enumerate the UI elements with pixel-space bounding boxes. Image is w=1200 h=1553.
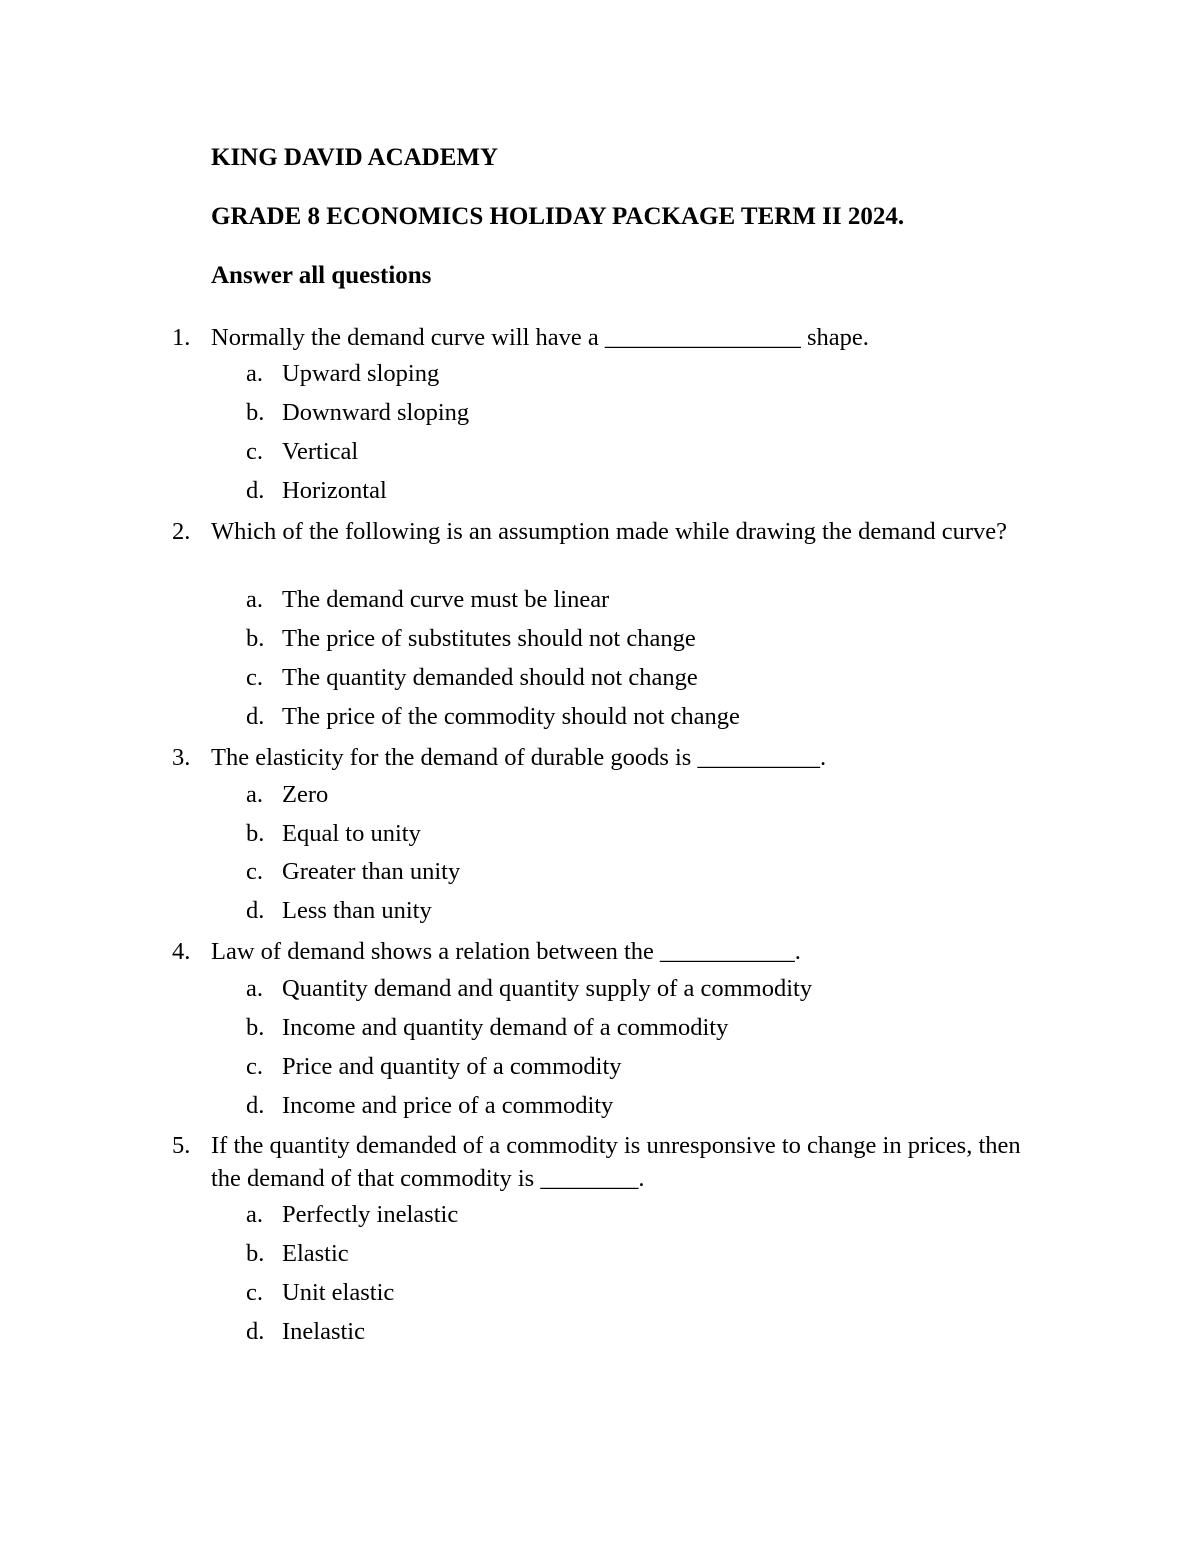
- school-name: KING DAVID ACADEMY: [211, 144, 499, 171]
- option-letter: b.: [246, 820, 265, 847]
- option-letter: c.: [246, 858, 263, 885]
- option-letter: b.: [246, 1014, 265, 1041]
- option-letter: c.: [246, 438, 263, 465]
- option-text: Downward sloping: [282, 399, 470, 426]
- option-text: The demand curve must be linear: [282, 586, 610, 613]
- option-text: Upward sloping: [282, 360, 440, 387]
- option-text: Vertical: [282, 438, 359, 465]
- question-number: 1.: [172, 324, 191, 351]
- option-letter: d.: [246, 897, 265, 924]
- option-letter: a.: [246, 360, 263, 387]
- option-text: Inelastic: [282, 1318, 365, 1345]
- option-letter: c.: [246, 1053, 263, 1080]
- option-text: Perfectly inelastic: [282, 1201, 459, 1228]
- document-title: GRADE 8 ECONOMICS HOLIDAY PACKAGE TERM II 2024.: [211, 203, 905, 230]
- option-letter: d.: [246, 1092, 265, 1119]
- option-text: The quantity demanded should not change: [282, 664, 698, 691]
- option-text: Less than unity: [282, 897, 432, 924]
- option-text: Income and quantity demand of a commodity: [282, 1014, 729, 1041]
- option-text: Zero: [282, 781, 329, 808]
- option-text: The price of substitutes should not change: [282, 625, 696, 652]
- question-number: 5.: [172, 1132, 191, 1159]
- option-text: Unit elastic: [282, 1279, 395, 1306]
- option-text: Horizontal: [282, 477, 387, 504]
- question-number: 2.: [172, 518, 191, 545]
- question-text: Which of the following is an assumption made while drawing the demand curve?: [211, 518, 1008, 545]
- option-text: Price and quantity of a commodity: [282, 1053, 622, 1080]
- question-number: 3.: [172, 744, 191, 771]
- option-letter: d.: [246, 477, 265, 504]
- option-letter: c.: [246, 664, 263, 691]
- option-text: Income and price of a commodity: [282, 1092, 614, 1119]
- option-letter: b.: [246, 625, 265, 652]
- question-text: The elasticity for the demand of durable goods is __________.: [211, 744, 827, 771]
- option-letter: b.: [246, 1240, 265, 1267]
- question-text: Law of demand shows a relation between the ___________.: [211, 938, 801, 965]
- option-text: Equal to unity: [282, 820, 421, 847]
- option-letter: d.: [246, 1318, 265, 1345]
- question-text: If the quantity demanded of a commodity is unresponsive to change in prices, then the demand of that commodity is ________.: [211, 1132, 1021, 1192]
- option-text: The price of the commodity should not change: [282, 703, 740, 730]
- option-letter: a.: [246, 781, 263, 808]
- option-letter: c.: [246, 1279, 263, 1306]
- option-letter: a.: [246, 1201, 263, 1228]
- option-text: Greater than unity: [282, 858, 461, 885]
- instructions: Answer all questions: [211, 262, 432, 289]
- option-letter: b.: [246, 399, 265, 426]
- option-letter: a.: [246, 586, 263, 613]
- option-letter: a.: [246, 975, 263, 1002]
- option-text: Elastic: [282, 1240, 349, 1267]
- option-letter: d.: [246, 703, 265, 730]
- question-text: Normally the demand curve will have a ________________ shape.: [211, 324, 869, 351]
- option-text: Quantity demand and quantity supply of a commodity: [282, 975, 813, 1002]
- question-number: 4.: [172, 938, 191, 965]
